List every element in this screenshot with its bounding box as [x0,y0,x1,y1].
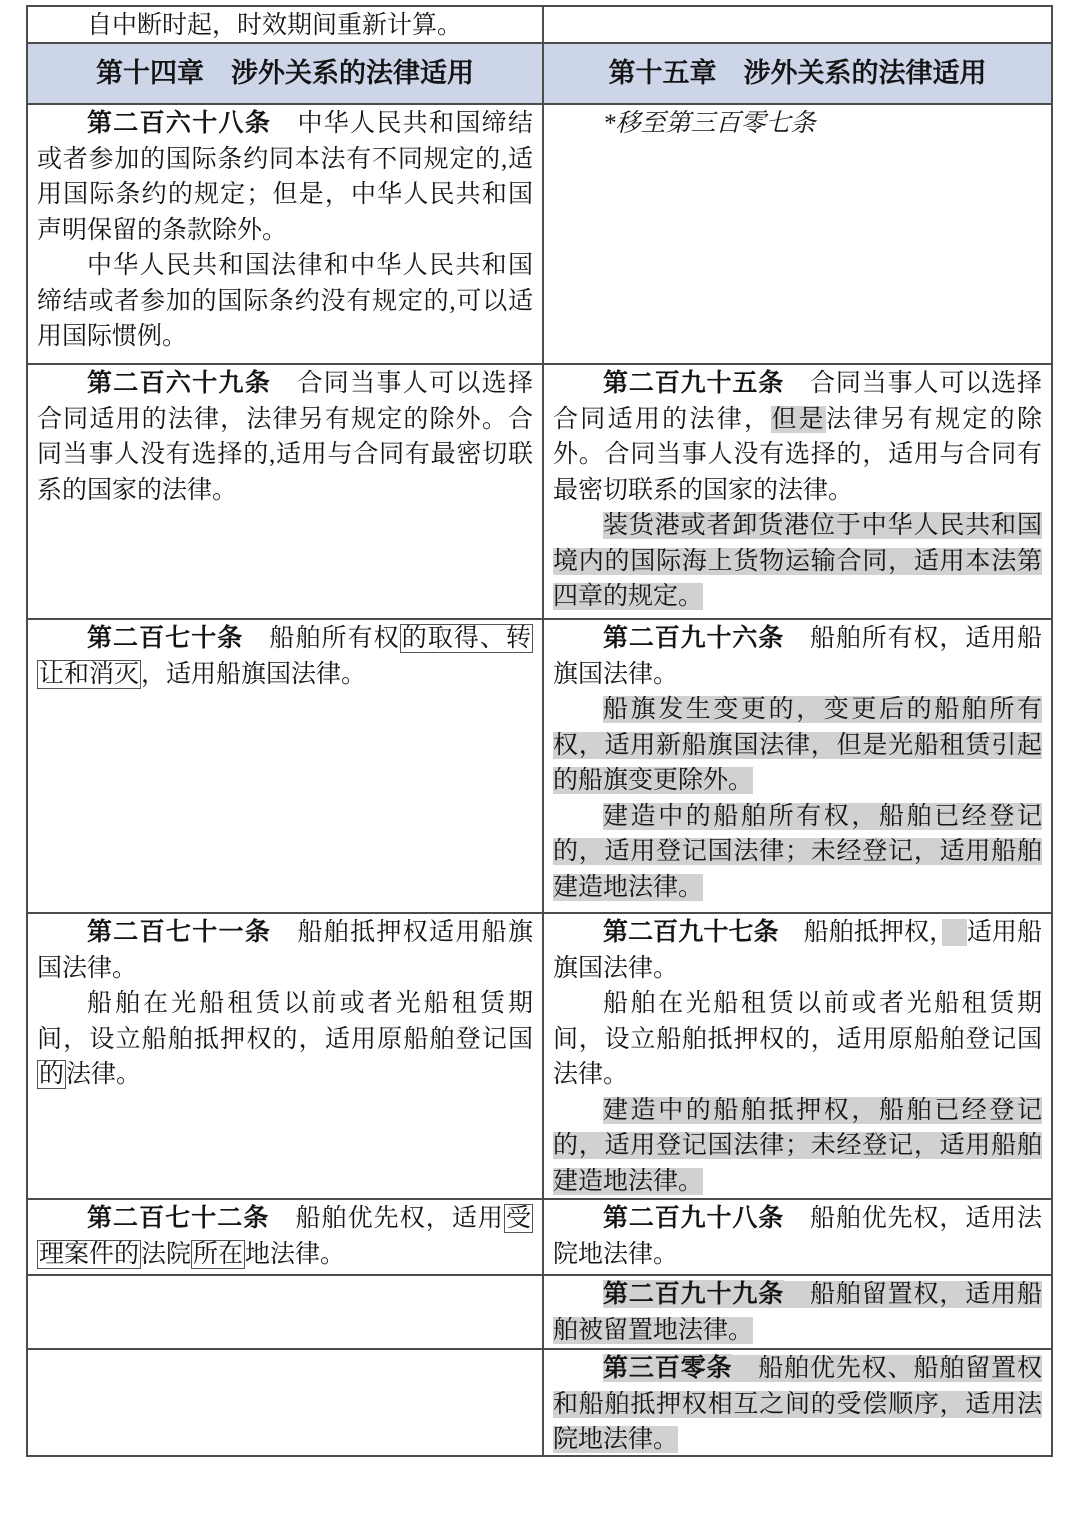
text-run: 合同当事人可以选择合同适用的法律， [553,370,1042,433]
article-row-268-moved [28,105,1051,365]
new-law-cell [544,620,1051,912]
paragraph [553,1277,1042,1348]
text-run: 法律。 [66,1061,142,1088]
paragraph [37,986,533,1093]
article-number: 第二百七十条 [87,624,244,652]
paragraph [37,8,533,42]
paragraph [37,1201,533,1272]
paragraph [37,366,533,508]
new-law-cell [544,7,1051,42]
text-run: 船舶所有权，适用船旗国法律。 [553,625,1042,688]
paragraph [553,621,1042,692]
article-row-272-298 [28,1200,1051,1276]
article-number: 第二百七十一条 [87,918,272,946]
text-run: 地法律。 [245,1240,346,1268]
highlighted-added-text: 建造中的船舶抵押权，船舶已经登记的，适用登记国法律；未经登记，适用船舶建造地法律。 [553,1096,1042,1195]
highlighted-added-text [942,919,967,946]
article-row-271-297 [28,914,1051,1200]
article-number: 第十四章 涉外关系的法律适用 [96,57,474,88]
article-row-299 [28,1276,1051,1350]
highlighted-added-text: 装货港或者卸货港位于中华人民共和国境内的国际海上货物运输合同，适用本法第四章的规定。 [553,512,1042,610]
paragraph [553,986,1042,1093]
text-run: 适用船旗国法律。 [553,919,1042,982]
article-row-300 [28,1350,1051,1457]
paragraph [553,692,1042,799]
article-number: 第二百六十八条 [87,109,272,137]
old-law-cell [28,620,544,912]
old-law-cell [28,1276,544,1348]
article-number: 第二百六十九条 [87,369,272,397]
article-number: 第二百七十二条 [87,1204,270,1232]
article-row-270-296 [28,620,1051,914]
deleted-text-box: 的取得、转让和消灭 [39,625,531,688]
text-run: 船舶在光船租赁以前或者光船租赁期间，设立船舶抵押权的，适用原船舶登记国 [37,990,533,1053]
article-number: 第二百九十八条 [603,1204,785,1232]
highlighted-added-text: 第三百零条 [603,1354,733,1382]
highlighted-added-text: 第二百九十九条 [603,1280,785,1308]
deleted-text-box: 所在 [193,1240,244,1268]
moved-note: *移至第三百零七条 [603,110,816,137]
paragraph [553,1093,1042,1199]
old-law-cell [28,7,544,42]
text-run: 船舶优先权，适用法院地法律。 [553,1205,1042,1268]
article-number: 第二百九十六条 [603,624,785,652]
old-law-cell [28,44,544,103]
text-run: 船舶抵押权， [778,919,942,946]
text-run: ，适用船旗国法律。 [141,660,367,688]
paragraph [553,915,1042,986]
paragraph [553,1351,1042,1457]
text-run: 自中断时起，时效期间重新计算。 [87,12,463,39]
paragraph [37,106,533,248]
new-law-cell [544,44,1051,103]
new-law-cell [544,365,1051,618]
new-law-cell [544,1200,1051,1274]
deleted-text-box: 的 [39,1061,65,1088]
paragraph [553,508,1042,615]
new-law-cell [544,1276,1051,1348]
new-law-cell [544,914,1051,1198]
chapter-header-row [28,44,1051,105]
article-number: 第二百九十五条 [603,369,785,397]
law-comparison-table [26,5,1053,1457]
highlighted-added-text: 船旗发生变更的，变更后的船舶所有权，适用新船旗国法律，但是光船租赁引起的船旗变更除外。 [553,696,1042,794]
paragraph [96,56,474,92]
text-run: 中华人民共和国法律和中华人民共和国缔结或者参加的国际条约没有规定的,可以适用国际惯例。 [37,252,533,350]
old-law-cell [28,1200,544,1274]
paragraph [609,56,987,92]
text-run: 法院 [141,1240,192,1268]
highlighted-added-text: 但是 [771,405,826,433]
old-law-cell [28,105,544,363]
highlighted-added-text: 船舶优先权、船舶留置权和船舶抵押权相互之间的受偿顺序，适用法院地法律。 [553,1355,1042,1453]
article-row-269-295 [28,365,1051,620]
old-law-cell [28,365,544,618]
paragraph [37,248,533,355]
text-run: 船舶优先权，适用 [269,1205,504,1232]
paragraph [553,799,1042,906]
new-law-cell [544,1350,1051,1457]
text-run: 合同当事人可以选择合同适用的法律，法律另有规定的除外。合同当事人没有选择的,适用与合同有最密切联系的国家的法律。 [37,370,533,504]
text-run: 船舶所有权 [243,625,400,652]
text-run: 法律另有规定的除外。合同当事人没有选择的，适用与合同有最密切联系的国家的法律。 [553,405,1042,504]
paragraph [37,621,533,692]
old-law-cell [28,914,544,1198]
text-run: 中华人民共和国缔结或者参加的国际条约同本法有不同规定的,适用国际条约的规定；但是，中华人民共和国声明保留的条款除外。 [37,110,533,244]
highlighted-added-text: 船舶留置权，适用船舶被留置地法律。 [553,1281,1042,1344]
carryover-row [28,7,1051,44]
new-law-cell [544,105,1051,363]
text-run: 船舶在光船租赁以前或者光船租赁期间，设立船舶抵押权的，适用原船舶登记国法律。 [553,990,1042,1088]
old-law-cell [28,1350,544,1457]
paragraph [553,366,1042,508]
article-number: 第十五章 涉外关系的法律适用 [608,57,987,88]
paragraph [553,1201,1042,1272]
paragraph [553,106,1042,142]
paragraph [37,915,533,986]
article-number: 第二百九十七条 [603,918,779,946]
deleted-text-box: 受理案件的 [39,1205,531,1268]
text-run: 船舶抵押权适用船旗国法律。 [37,919,533,982]
highlighted-added-text: 建造中的船舶所有权，船舶已经登记的，适用登记国法律；未经登记，适用船舶建造地法律。 [553,802,1042,901]
